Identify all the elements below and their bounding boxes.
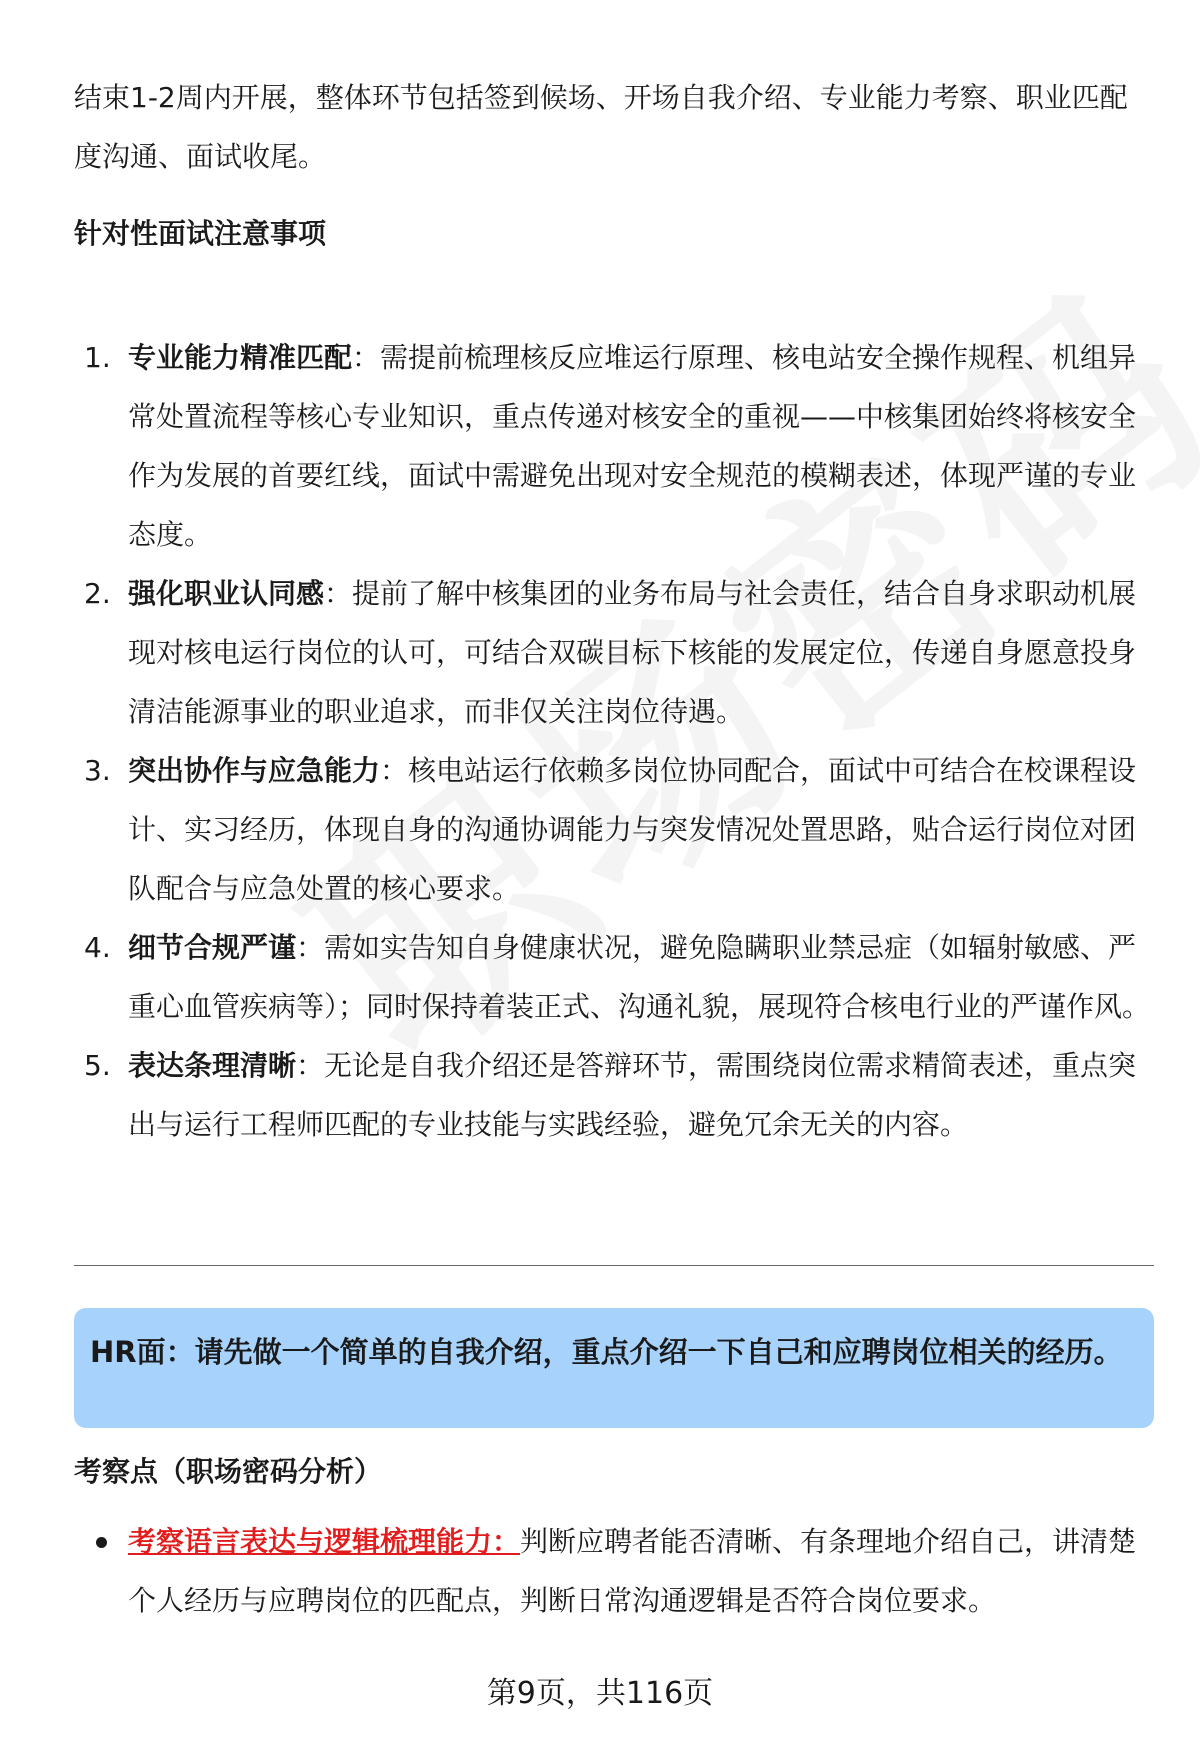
list-item-number: 3. (84, 754, 111, 787)
bullet-dot-icon (96, 1537, 107, 1548)
analysis-bullet-text: 判断应聘者能否清晰、有条理地介绍自己，讲清楚个人经历与应聘岗位的匹配点，判断日常沟通逻辑是否符合岗位要求。 (128, 1525, 1137, 1617)
section-divider (74, 1265, 1154, 1266)
list-item-title: 表达条理清晰 (128, 1049, 297, 1082)
list-item-text: 需如实告知自身健康状况，避免隐瞒职业禁忌症（如辐射敏感、严重心血管疾病等）；同时保持着装正式、沟通礼貌，展现符合核电行业的严谨作风。 (128, 931, 1151, 1023)
hr-question-box: HR面：请先做一个简单的自我介绍，重点介绍一下自己和应聘岗位相关的经历。 (74, 1308, 1154, 1428)
list-item-title: 专业能力精准匹配 (128, 341, 353, 374)
page-number: 第9页，共116页 (486, 1676, 714, 1711)
list-item (74, 564, 1154, 741)
list-item-text: 提前了解中核集团的业务布局与社会责任，结合自身求职动机展现对核电运行岗位的认可，可结合双碳目标下核能的发展定位，传递自身愿意投身清洁能源事业的职业追求，而非仅关注岗位待遇。 (128, 577, 1137, 728)
list-item (74, 1036, 1154, 1154)
list-item-number: 2. (84, 577, 111, 610)
list-item-text: 需提前梳理核反应堆运行原理、核电站安全操作规程、机组异常处置流程等核心专业知识，重点传递对核安全的重视——中核集团始终将核安全作为发展的首要红线，面试中需避免出现对安全规范的模糊表述，体现严谨的专业态度。 (128, 341, 1137, 551)
list-item-separator: ： (324, 577, 353, 610)
list-item-number: 4. (84, 931, 111, 964)
list-item-number: 1. (84, 341, 111, 374)
list-item-number: 5. (84, 1049, 111, 1082)
list-item-title: 强化职业认同感 (128, 577, 325, 610)
intro-paragraph: 结束1-2周内开展，整体环节包括签到候场、开场自我介绍、专业能力考察、职业匹配度沟通、面试收尾。 (74, 81, 1128, 173)
list-item-text: 无论是自我介绍还是答辩环节，需围绕岗位需求精简表述，重点突出与运行工程师匹配的专业技能与实践经验，避免冗余无关的内容。 (128, 1049, 1137, 1141)
section-title-interview-notes: 针对性面试注意事项 (74, 217, 327, 250)
list-item (74, 328, 1154, 564)
list-item-text: 核电站运行依赖多岗位协同配合，面试中可结合在校课程设计、实习经历，体现自身的沟通协调能力与突发情况处置思路，贴合运行岗位对团队配合与应急处置的核心要求。 (128, 754, 1137, 905)
list-item-separator: ： (296, 1049, 325, 1082)
list-item-separator: ： (352, 341, 381, 374)
list-item-separator: ： (380, 754, 409, 787)
analysis-bullet-label: 考察语言表达与逻辑梳理能力： (128, 1525, 521, 1558)
analysis-title: 考察点（职场密码分析） (74, 1455, 383, 1488)
list-item-title: 细节合规严谨 (128, 931, 297, 964)
interview-notes-list (74, 328, 1154, 1154)
list-item-title: 突出协作与应急能力 (128, 754, 381, 787)
analysis-bullet (74, 1512, 1154, 1630)
list-item-separator: ： (296, 931, 325, 964)
list-item (74, 918, 1154, 1036)
list-item (74, 741, 1154, 918)
